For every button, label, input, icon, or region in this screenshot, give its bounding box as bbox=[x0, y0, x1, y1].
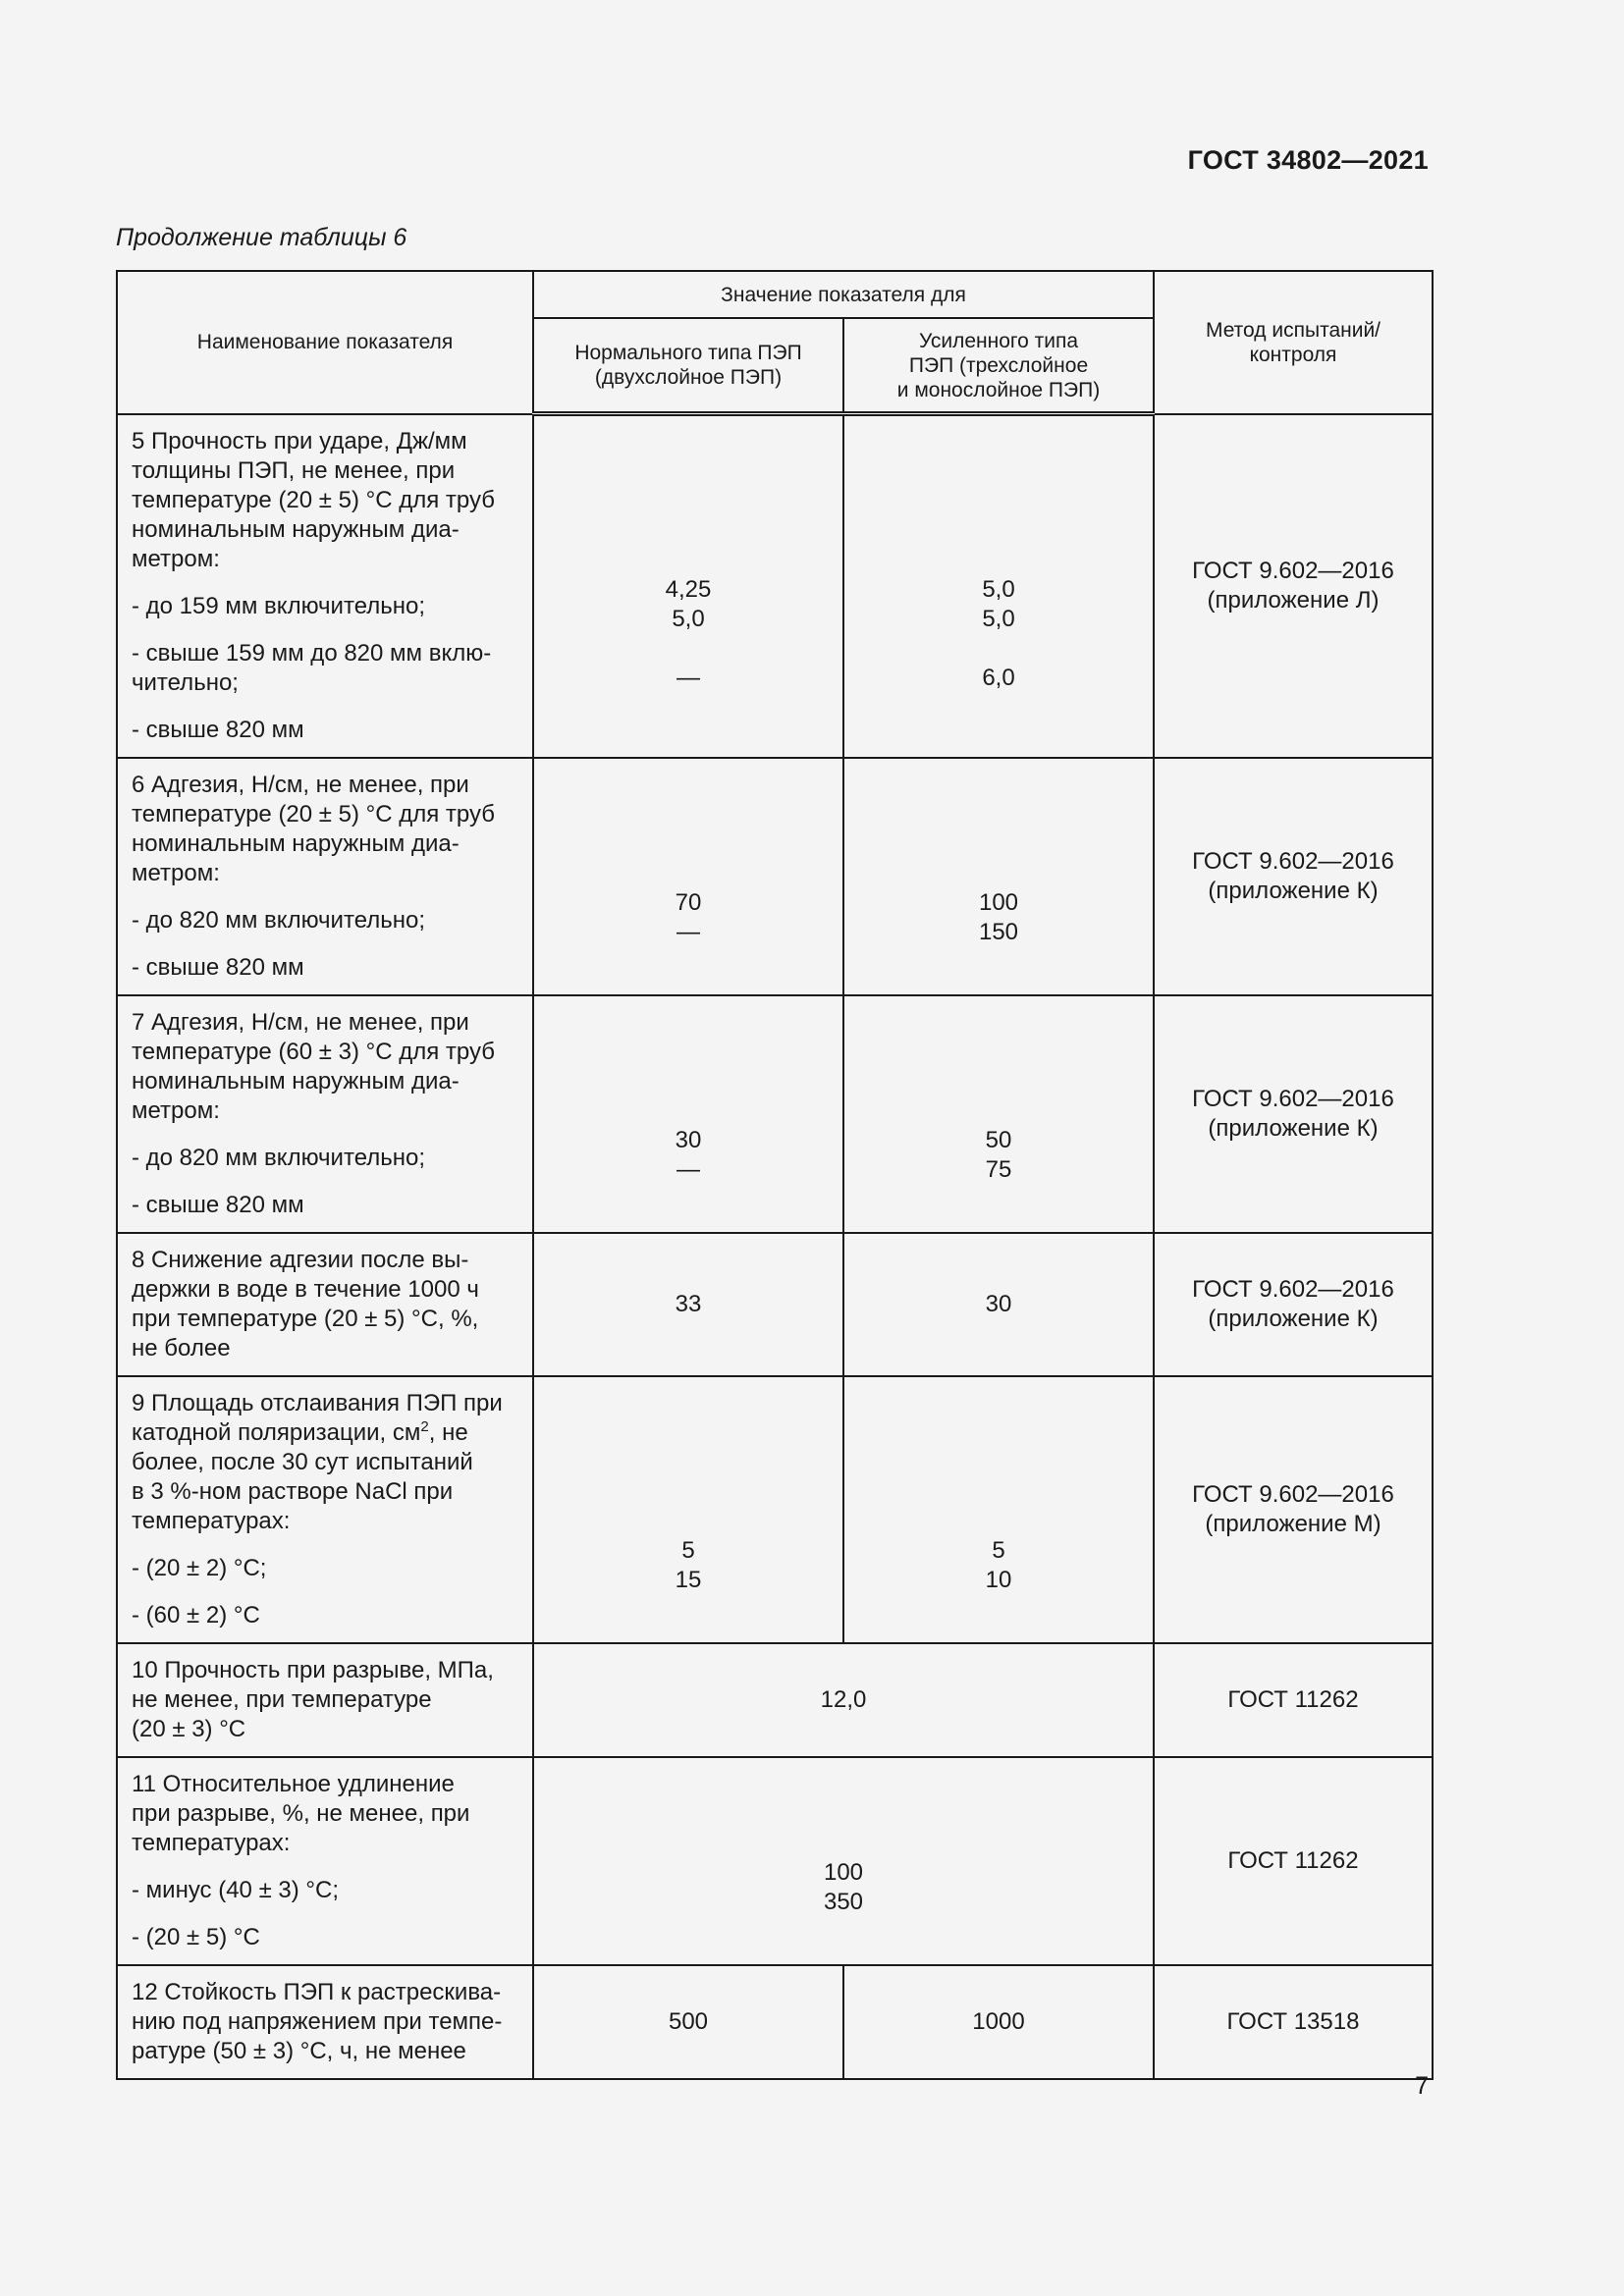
row-5-name-line: метром: bbox=[132, 545, 220, 572]
row-8-name-line: держки в воде в течение 1000 ч bbox=[132, 1275, 479, 1303]
row-7-normal bbox=[533, 995, 843, 1233]
table-row-6 bbox=[117, 758, 1433, 995]
row-8-enhanced bbox=[843, 1233, 1154, 1376]
row-12-normal bbox=[533, 1965, 843, 2079]
row-8-name-line: при температуре (20 ± 5) °С, %, bbox=[132, 1305, 479, 1332]
row-12-method bbox=[1154, 1965, 1433, 2079]
row-9-item-2-enhanced: 10 bbox=[985, 1566, 1012, 1593]
row-6-item-1-enhanced: 100 bbox=[978, 888, 1019, 916]
header-normal-line-1: Нормального типа ПЭП bbox=[574, 342, 802, 364]
row-9-name-line bbox=[132, 1418, 518, 1448]
row-12-name-line: 12 Стойкость ПЭП к растрескива- bbox=[132, 1978, 502, 2005]
row-9-method bbox=[1154, 1376, 1433, 1643]
row-5-item-1-normal: 4,25 bbox=[665, 576, 712, 603]
header-enhanced-line-3: и монослойное ПЭП) bbox=[896, 378, 1101, 401]
row-6-method-line: ГОСТ 9.602—2016 bbox=[1192, 847, 1394, 875]
row-9-name-line: 9 Площадь отслаивания ПЭП при bbox=[132, 1389, 503, 1416]
row-9-name bbox=[117, 1376, 533, 1643]
row-5-item-2-label: - свыше 159 мм до 820 мм вклю- bbox=[132, 639, 492, 667]
row-5-method bbox=[1154, 414, 1433, 758]
row-6-item-2-normal: — bbox=[677, 918, 700, 945]
row-7-method-line: ГОСТ 9.602—2016 bbox=[1192, 1085, 1394, 1112]
row-7-item-2-normal: — bbox=[677, 1155, 700, 1183]
row-9-name-superscript: 2 bbox=[420, 1417, 429, 1435]
table-row-12 bbox=[117, 1965, 1433, 2079]
row-8-method-line: (приложение К) bbox=[1208, 1305, 1379, 1332]
header-enhanced-line-1: Усиленного типа bbox=[918, 329, 1079, 352]
row-6-name-line: номинальным наружным диа- bbox=[132, 829, 460, 857]
row-5-name bbox=[117, 414, 533, 758]
row-9-name-line: температурах: bbox=[132, 1507, 291, 1534]
row-11-item-1-label: - минус (40 ± 3) °С; bbox=[132, 1876, 340, 1903]
table-row-7 bbox=[117, 995, 1433, 1233]
row-9-method-line: ГОСТ 9.602—2016 bbox=[1192, 1480, 1394, 1508]
row-7-name-line: 7 Адгезия, Н/см, не менее, при bbox=[132, 1008, 469, 1036]
row-11-item-1-value: 100 bbox=[823, 1858, 864, 1886]
row-7-item-1-enhanced: 50 bbox=[985, 1126, 1012, 1153]
row-6-name-line: температуре (20 ± 5) °С для труб bbox=[132, 800, 495, 828]
header-method-line-2: контроля bbox=[1249, 343, 1337, 366]
row-9-name-line: в 3 %-ном растворе NaCl при bbox=[132, 1477, 454, 1505]
row-6-normal bbox=[533, 758, 843, 995]
table-row-9 bbox=[117, 1376, 1433, 1643]
row-10-name-line: (20 ± 3) °С bbox=[132, 1715, 246, 1742]
row-7-name bbox=[117, 995, 533, 1233]
row-6-name-line: метром: bbox=[132, 859, 220, 886]
row-10-value bbox=[533, 1643, 1154, 1757]
row-9-name-line: более, после 30 сут испытаний bbox=[132, 1448, 473, 1475]
row-6-enhanced bbox=[843, 758, 1154, 995]
row-11-method bbox=[1154, 1757, 1433, 1965]
table-row-10 bbox=[117, 1643, 1433, 1757]
row-5-name-line: толщины ПЭП, не менее, при bbox=[132, 456, 456, 484]
row-8-name bbox=[117, 1233, 533, 1376]
row-6-item-2-label: - свыше 820 мм bbox=[132, 953, 304, 981]
row-10-name-line: не менее, при температуре bbox=[132, 1685, 432, 1713]
row-11-name-line: при разрыве, %, не менее, при bbox=[132, 1799, 470, 1827]
row-7-name-line: номинальным наружным диа- bbox=[132, 1067, 460, 1095]
row-7-item-2-enhanced: 75 bbox=[985, 1155, 1012, 1183]
header-enhanced-line-2: ПЭП (трехслойное bbox=[908, 353, 1089, 377]
row-10-name-line: 10 Прочность при разрыве, МПа, bbox=[132, 1656, 494, 1683]
row-12-method-line: ГОСТ 13518 bbox=[1226, 2007, 1360, 2035]
row-6-method-line: (приложение К) bbox=[1208, 877, 1379, 904]
row-9-item-1-normal: 5 bbox=[681, 1536, 695, 1564]
row-5-name-line: номинальным наружным диа- bbox=[132, 515, 460, 543]
row-5-item-2-enhanced: 5,0 bbox=[982, 606, 1015, 632]
header-normal-col bbox=[533, 318, 843, 414]
row-5-item-1-enhanced: 5,0 bbox=[982, 576, 1015, 603]
row-6-method bbox=[1154, 758, 1433, 995]
row-8-name-line: не более bbox=[132, 1334, 231, 1362]
header-normal-line-2: (двухслойное ПЭП) bbox=[594, 366, 783, 389]
table-row-11 bbox=[117, 1757, 1433, 1965]
row-6-item-1-label: - до 820 мм включительно; bbox=[132, 906, 426, 934]
row-11-value bbox=[533, 1757, 1154, 1965]
row-9-name-fragment: катодной поляризации, см bbox=[132, 1418, 421, 1446]
row-11-item-2-label: - (20 ± 5) °С bbox=[132, 1923, 260, 1950]
page-number: 7 bbox=[1415, 2072, 1429, 2100]
row-7-name-line: метром: bbox=[132, 1096, 220, 1124]
header-value-group bbox=[533, 271, 1154, 318]
row-7-name-line: температуре (60 ± 3) °С для труб bbox=[132, 1038, 495, 1065]
header-value-group-text: Значение показателя для bbox=[721, 283, 966, 306]
row-10-method bbox=[1154, 1643, 1433, 1757]
row-7-item-1-label: - до 820 мм включительно; bbox=[132, 1144, 426, 1171]
row-9-item-1-label: - (20 ± 2) °С; bbox=[132, 1554, 267, 1581]
row-9-method-line: (приложение М) bbox=[1205, 1510, 1381, 1537]
table-row-5 bbox=[117, 414, 1433, 758]
row-10-name bbox=[117, 1643, 533, 1757]
row-12-name-line: нию под напряжением при темпе- bbox=[132, 2007, 503, 2035]
document-number: ГОСТ 34802—2021 bbox=[1187, 145, 1429, 175]
row-12-enhanced-value: 1000 bbox=[972, 2007, 1025, 2035]
header-method-col bbox=[1154, 271, 1433, 414]
row-5-item-3-normal: — bbox=[677, 665, 700, 691]
header-enhanced-col bbox=[843, 318, 1154, 414]
table-caption: Продолжение таблицы 6 bbox=[116, 224, 407, 251]
row-5-item-2-normal: 5,0 bbox=[672, 606, 705, 632]
row-7-enhanced bbox=[843, 995, 1154, 1233]
row-6-item-1-normal: 70 bbox=[675, 888, 702, 916]
row-9-item-1-enhanced: 5 bbox=[992, 1536, 1005, 1564]
row-11-name bbox=[117, 1757, 533, 1965]
row-9-normal bbox=[533, 1376, 843, 1643]
header-name-text: Наименование показателя bbox=[196, 331, 454, 354]
row-6-name-line: 6 Адгезия, Н/см, не менее, при bbox=[132, 771, 469, 798]
row-11-item-2-value: 350 bbox=[823, 1888, 864, 1915]
row-6-item-2-enhanced: 150 bbox=[978, 918, 1019, 945]
header-name-col bbox=[117, 271, 533, 414]
row-5-normal bbox=[533, 414, 843, 758]
row-7-method-line: (приложение К) bbox=[1208, 1114, 1379, 1142]
row-5-name-line: 5 Прочность при ударе, Дж/мм bbox=[132, 427, 467, 454]
row-8-method-line: ГОСТ 9.602—2016 bbox=[1192, 1275, 1394, 1303]
row-6-name bbox=[117, 758, 533, 995]
header-method-line-1: Метод испытаний/ bbox=[1205, 318, 1381, 342]
row-7-method bbox=[1154, 995, 1433, 1233]
row-10-method-line: ГОСТ 11262 bbox=[1227, 1685, 1359, 1713]
table-header-row bbox=[117, 271, 1433, 318]
row-12-enhanced bbox=[843, 1965, 1154, 2079]
row-5-method-line: ГОСТ 9.602—2016 bbox=[1192, 557, 1394, 584]
row-7-item-1-normal: 30 bbox=[675, 1126, 702, 1153]
row-9-item-2-normal: 15 bbox=[675, 1566, 702, 1593]
row-8-normal bbox=[533, 1233, 843, 1376]
row-8-normal-value: 33 bbox=[675, 1290, 702, 1317]
row-5-item-2-label: чительно; bbox=[132, 668, 239, 696]
row-12-normal-value: 500 bbox=[668, 2007, 709, 2035]
row-5-item-3-enhanced: 6,0 bbox=[982, 665, 1015, 691]
row-5-name-line: температуре (20 ± 5) °С для труб bbox=[132, 486, 495, 513]
row-5-method-line: (приложение Л) bbox=[1207, 586, 1380, 614]
row-10-shared-value: 12,0 bbox=[820, 1685, 867, 1713]
row-8-method bbox=[1154, 1233, 1433, 1376]
spec-table bbox=[116, 270, 1434, 2080]
row-9-enhanced bbox=[843, 1376, 1154, 1643]
row-5-item-3-label: - свыше 820 мм bbox=[132, 716, 304, 743]
row-11-method-line: ГОСТ 11262 bbox=[1227, 1846, 1359, 1874]
table-row-8 bbox=[117, 1233, 1433, 1376]
row-9-name-fragment: , не bbox=[428, 1418, 468, 1446]
row-11-name-line: температурах: bbox=[132, 1829, 291, 1856]
row-12-name bbox=[117, 1965, 533, 2079]
row-7-item-2-label: - свыше 820 мм bbox=[132, 1191, 304, 1218]
row-12-name-line: ратуре (50 ± 3) °С, ч, не менее bbox=[132, 2037, 466, 2064]
row-5-item-1-label: - до 159 мм включительно; bbox=[132, 592, 426, 619]
row-8-enhanced-value: 30 bbox=[985, 1290, 1012, 1317]
row-11-name-line: 11 Относительное удлинение bbox=[132, 1770, 455, 1797]
row-8-name-line: 8 Снижение адгезии после вы- bbox=[132, 1246, 469, 1273]
row-5-enhanced bbox=[843, 414, 1154, 758]
row-9-item-2-label: - (60 ± 2) °С bbox=[132, 1601, 260, 1629]
